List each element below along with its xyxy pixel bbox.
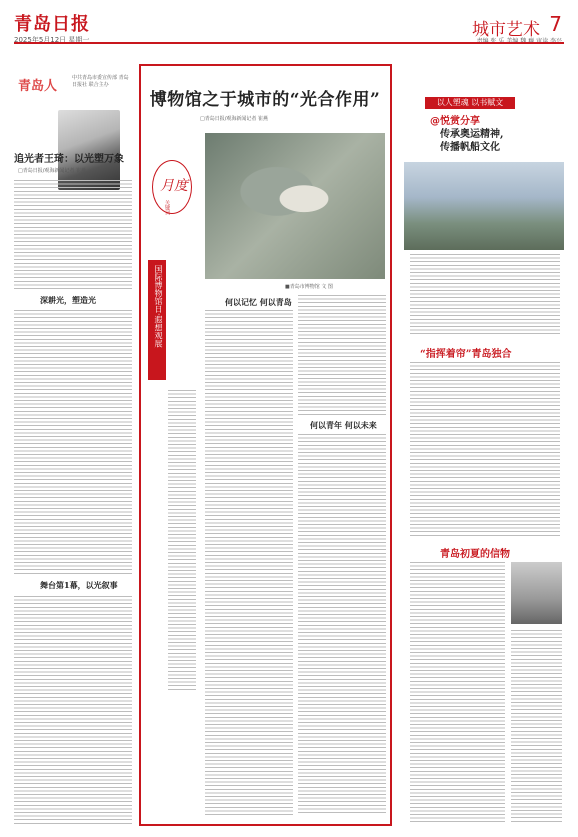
page-number: 7 bbox=[549, 12, 562, 36]
right-body-text-4 bbox=[511, 630, 562, 824]
section-title: 城市艺术 bbox=[472, 20, 540, 40]
right-body-text-3 bbox=[410, 562, 505, 824]
left-body-text bbox=[14, 180, 132, 290]
left-subhead-1: 深耕光，塑造光 bbox=[40, 295, 96, 305]
masthead-logo bbox=[14, 10, 90, 36]
right-section-3: 青岛初夏的信物 bbox=[440, 549, 510, 560]
author-photo bbox=[511, 562, 562, 624]
editors-line: 责编 张 乐 美编 魏 巍 审读 李兴 bbox=[476, 38, 562, 45]
right-banner: 以人塑魂 以书赋文 bbox=[425, 97, 515, 109]
left-headline: 追光者王琦：以光塑万象 bbox=[14, 154, 124, 165]
right-section-2: “指挥着帘”青岛独合 bbox=[420, 349, 512, 360]
left-body-text-2 bbox=[14, 310, 132, 575]
column-sub: 中共青岛市委宣传部 青岛日报社 联合主办 bbox=[72, 75, 129, 88]
right-tag: @悦赏分享 bbox=[430, 116, 480, 127]
right-title-line-2: 传播帆船文化 bbox=[440, 142, 500, 153]
photo-caption: ■青岛市博物馆 文 图 bbox=[285, 284, 333, 290]
main-headline: 博物馆之于城市的“光合作用” bbox=[149, 90, 381, 110]
left-body-text-3 bbox=[14, 596, 132, 824]
right-body-text-1 bbox=[410, 254, 560, 334]
center-subhead-2: 何以青年 何以未来 bbox=[310, 420, 377, 430]
center-body-col-1 bbox=[205, 310, 293, 815]
center-subhead-1: 何以记忆 何以青岛 bbox=[225, 297, 292, 307]
left-credit: □青岛日报/观海新闻记者 崔燕 bbox=[18, 168, 86, 174]
logo-text: 青岛日报 bbox=[14, 14, 90, 35]
center-body-col-2 bbox=[298, 295, 386, 415]
seal-name: 关键词 bbox=[164, 200, 170, 215]
museum-aerial-photo bbox=[205, 133, 385, 279]
column-band-text: 国际博物馆日·遐想观展 bbox=[154, 265, 163, 348]
sailing-photo bbox=[404, 162, 564, 250]
column-logo: 青岛人 bbox=[18, 79, 58, 94]
right-title-line-1: 传承奥运精神, bbox=[440, 129, 504, 140]
pull-quote-text bbox=[168, 390, 196, 690]
issue-date: 2025年5月12日 星期一 bbox=[14, 36, 90, 44]
left-subhead-2: 舞台第1幕，以光叙事 bbox=[40, 580, 118, 590]
right-title bbox=[440, 128, 503, 154]
main-credit: □青岛日报/观海新闻记者 崔燕 bbox=[200, 116, 268, 122]
seal-text: 月度 bbox=[160, 178, 188, 194]
right-body-text-2 bbox=[410, 362, 560, 537]
masthead-divider bbox=[14, 42, 564, 44]
center-body-col-2b bbox=[298, 434, 386, 814]
